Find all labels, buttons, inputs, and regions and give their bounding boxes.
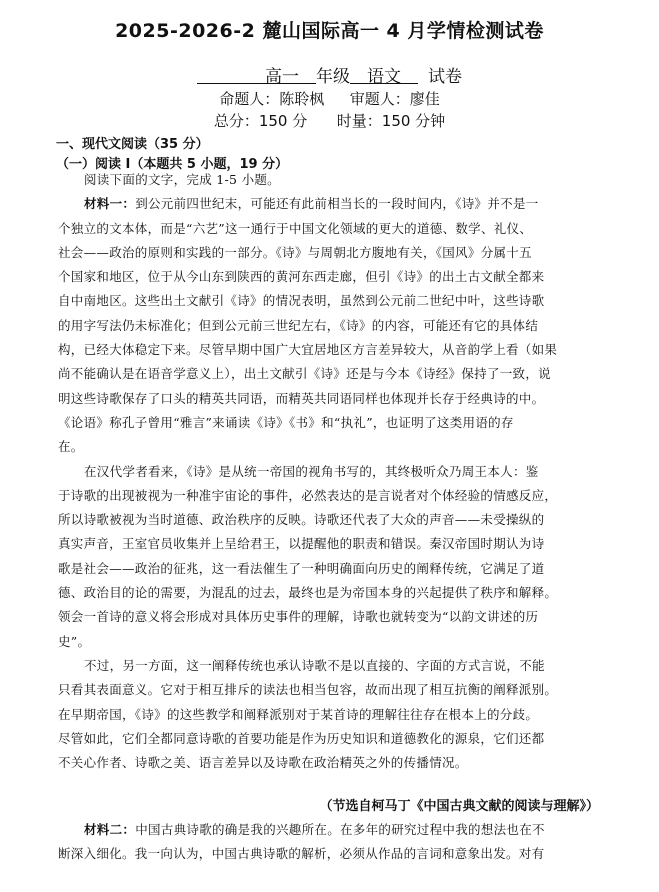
paragraph3-line: 在早期帝国，《诗》的这些教学和阐释派别对于某首诗的理解往往存在根本上的分歧。 bbox=[58, 706, 539, 722]
paragraph3-line: 不过，另一方面，这一阐释传统也承认诗歌不是以直接的、字面的方式言说，不能 bbox=[84, 657, 545, 673]
paragraph2-line: 于诗歌的出现被视为一种准宇宙论的事件，必然表达的是言说者对个体经验的情感反应， bbox=[58, 487, 558, 503]
grade-underline-tail bbox=[299, 67, 316, 87]
passage-body bbox=[58, 168, 606, 775]
material1-line: 《论语》称孔子曾用“雅言”来诵读《诗》《书》和“执礼”，也证明了这类用语的存 bbox=[58, 414, 514, 430]
grade-value: 高一 bbox=[265, 67, 299, 87]
material1-line: 材料一：到公元前四世纪末，可能还有此前相当长的一段时间内，《诗》并不是一 bbox=[84, 196, 539, 212]
paragraph2-line: 真实声音，王室官员收集并上呈给君王，以提醒他的职责和错误。秦汉帝国时期认为诗 bbox=[58, 536, 545, 552]
grade-underline-lead bbox=[197, 67, 265, 87]
material2-body bbox=[58, 818, 606, 867]
material1-label: 材料一： bbox=[84, 196, 136, 212]
material1-line: 在。 bbox=[58, 439, 84, 455]
instruction: 阅读下面的文字，完成 1-5 小题。 bbox=[84, 172, 280, 187]
exam-subtitle bbox=[0, 62, 659, 87]
material1-line: 明这些诗歌保存了口头的精英共同语，而精英共同语同样也体现并长存于经典诗的中。 bbox=[58, 390, 545, 406]
time-label: 时量：150 分钟 bbox=[336, 112, 446, 130]
exam-authors bbox=[0, 88, 659, 109]
material1-line: 社会——政治的原则和实践的一部分。《诗》与周朝北方腹地有关，《国风》分属十五 bbox=[58, 244, 532, 260]
material2-label: 材料二： bbox=[84, 822, 136, 837]
material1-line: 自中南地区。这些出土文献引《诗》的情况表明，虽然到公元前二世纪中叶，这些诗歌 bbox=[58, 293, 545, 309]
material1-line: 尚不能确认是在语音学意义上），出土文献引《诗》还是与今本《诗经》保持了一致，说 bbox=[58, 366, 551, 382]
paragraph2-line: 史”。 bbox=[58, 633, 91, 649]
subsection-heading: （一）阅读 I（本题共 5 小题，19 分） bbox=[56, 157, 289, 172]
material1-line: 个国家和地区，位于从今山东到陕西的黄河东西走廊，但引《诗》的出土古文献全都来 bbox=[58, 269, 545, 285]
paragraph2-line: 德、政治目的论的需要，为混乱的过去，最终也是为帝国本身的兴起提供了秩序和解释。 bbox=[58, 585, 558, 601]
paragraph2-line: 所以诗歌被视为当时道德、政治秩序的反映。诗歌还代表了大众的声音——未受操纵的 bbox=[58, 512, 545, 528]
paragraph3-line: 只看其表面意义。它对于相互排斥的读法也相当包容，故而出现了相互抗衡的阐释派别。 bbox=[58, 682, 558, 698]
material1-line: 的用字写法仍未标准化；但到公元前三世纪左右，《诗》的内容，可能还有它的具体结 bbox=[58, 317, 539, 333]
paragraph2-line: 歌是社会——政治的征兆，这一看法催生了一种明确面向历史的阐释传统，它满足了道 bbox=[58, 560, 545, 576]
subject-underline-lead bbox=[350, 67, 367, 87]
exam-score-time bbox=[0, 110, 659, 131]
paragraph3-line: 尽管如此，它们全都同意诗歌的首要功能是作为历史知识和道德教化的源泉，它们还都 bbox=[58, 730, 545, 746]
material1-line: 个独立的文本体，而是“六艺”这一通行于中国文化领域的更大的道德、数学、礼仪、 bbox=[58, 220, 533, 236]
material2-line: 材料二：中国古典诗歌的确是我的兴趣所在。在多年的研究过程中我的想法也在不 bbox=[84, 822, 545, 837]
grade-suffix: 年级 bbox=[316, 67, 350, 87]
subject-underline-tail bbox=[401, 67, 418, 87]
material1-line: 构，已经大体稳定下来。尽管早期中国广大宜居地区方言差异较大，从音韵学上看（如果 bbox=[58, 342, 558, 358]
section-heading: 一、现代文阅读（35 分） bbox=[56, 137, 209, 152]
material2-line: 断深入细化。我一向认为，中国古典诗歌的解析，必须从作品的言词和意象出发。对有 bbox=[58, 846, 545, 862]
paragraph2-line: 在汉代学者看来，《诗》是从统一帝国的视角书写的，其终极听众乃周王本人：鉴 bbox=[84, 463, 539, 479]
paragraph2-line: 领会一首诗的意义将会形成对具体历史事件的理解，诗歌也就转变为“以韵文讲述的历 bbox=[58, 609, 539, 625]
source-citation: （节选自柯马丁《中国古典文献的阅读与理解》） bbox=[319, 799, 599, 814]
setter-label: 命题人：陈聆枫 bbox=[219, 90, 325, 108]
exam-title: 2025-2026-2 麓山国际高一 4 月学情检测试卷 bbox=[115, 20, 544, 42]
reviewer-label: 审题人：廖佳 bbox=[349, 90, 440, 108]
score-label: 总分：150 分 bbox=[213, 112, 308, 130]
paragraph3-line: 不关心作者、诗歌之美、语言差异以及诗歌在政治精英之外的传播情况。 bbox=[58, 755, 468, 771]
paper-word: 试卷 bbox=[428, 67, 462, 87]
subject-value: 语文 bbox=[367, 67, 401, 87]
